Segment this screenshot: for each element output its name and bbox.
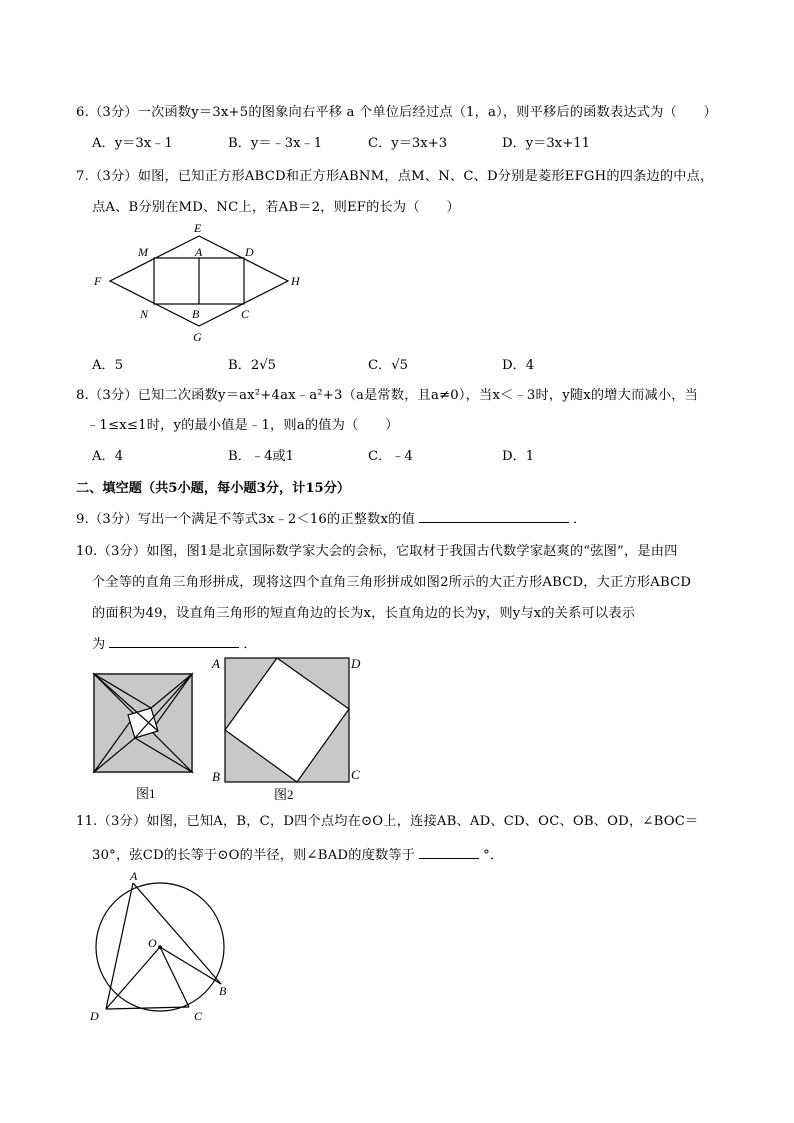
label-g: G xyxy=(193,330,202,344)
q9-end: ． xyxy=(572,512,587,527)
label-a: A xyxy=(195,245,203,259)
q9-stem: 9.（3分）写出一个满足不等式3x﹣2＜16的正整数x的值 xyxy=(76,512,415,527)
q7-option-a[interactable]: A．5 xyxy=(92,358,124,373)
q10-line4 xyxy=(92,633,257,652)
q11-circle-figure xyxy=(86,868,236,1026)
q11-line2 xyxy=(92,844,503,863)
q10-line2: 个全等的直角三角形拼成，现将这四个直角三角形拼成如图2所示的大正方形ABCD，大正方形ABCD xyxy=(92,575,692,590)
label-f: F xyxy=(94,274,102,288)
label-d: D xyxy=(90,1009,99,1023)
q10-line1: 10.（3分）如图，图1是北京国际数学家大会的会标，它取材于我国古代数学家赵爽的“弦图”，是由四 xyxy=(76,544,678,559)
label-n: N xyxy=(140,307,149,321)
label-m: M xyxy=(138,245,148,259)
chord-ad xyxy=(106,883,133,1009)
q6-option-a[interactable]: A．y＝3x﹣1 xyxy=(92,136,173,151)
q7-rhombus-figure xyxy=(88,222,318,346)
q10-answer-blank[interactable] xyxy=(109,635,239,648)
label-e: E xyxy=(194,222,202,235)
q6-stem: 6.（3分）一次函数y＝3x+5的图象向右平移 a 个单位后经过点（1，a），则平移后的函数表达式为（ ） xyxy=(76,105,718,120)
q10-end: ． xyxy=(243,637,257,652)
label-a: A xyxy=(130,869,138,883)
q7-stem-line1: 7.（3分）如图，已知正方形ABCD和正方形ABNM，点M、N、C、D分别是菱形EFGH的四条边的中点， xyxy=(76,169,714,184)
label-b: B xyxy=(192,307,200,321)
fig2-caption: 图2 xyxy=(274,787,294,802)
q11-line1: 11.（3分）如图，已知A，B，C，D四个点均在⊙O上，连接AB、AD、CD、OC、OB、OD，∠BOC＝ xyxy=(76,814,699,829)
q6-option-c[interactable]: C．y＝3x+3 xyxy=(368,136,448,151)
q11-l2b: °． xyxy=(483,848,504,863)
q8-stem-line1: 8.（3分）已知二次函数y＝ax²+4ax﹣a²+3（a是常数，且a≠0），当x＜﹣3时，y随x的增大而减小，当 xyxy=(76,388,699,403)
label-h: H xyxy=(291,274,300,288)
label-c: C xyxy=(194,1009,203,1023)
center-dot xyxy=(158,945,162,949)
chord-ab xyxy=(133,883,221,984)
q7-option-c[interactable]: C．√5 xyxy=(368,358,409,373)
q10-figure2-square-abcd xyxy=(208,654,374,804)
q6-option-b[interactable]: B．y＝﹣3x﹣1 xyxy=(228,136,323,151)
fig2-label-d: D xyxy=(351,656,361,671)
q7-stem-line2: 点A、B分别在MD、NC上，若AB＝2，则EF的长为（ ） xyxy=(92,200,460,215)
fig1-caption: 图1 xyxy=(136,786,156,801)
fig2-label-b: B xyxy=(212,769,220,784)
section-heading: 二、填空题（共5小题，每小题3分，计15分） xyxy=(76,481,351,496)
q7-option-b[interactable]: B．2√5 xyxy=(228,358,277,373)
q10-l4: 为 xyxy=(92,637,106,652)
q8-stem-line2: ﹣1≤x≤1时，y的最小值是﹣1，则a的值为（ ） xyxy=(86,418,399,433)
q11-l2a: 30°，弦CD的长等于⊙O的半径，则∠BAD的度数等于 xyxy=(92,848,416,863)
fig2-label-a: A xyxy=(212,656,220,671)
q8-option-d[interactable]: D．1 xyxy=(502,449,535,464)
q8-option-a[interactable]: A．4 xyxy=(92,449,124,464)
q8-option-b[interactable]: B．﹣4或1 xyxy=(228,449,295,464)
q10-figure1-zhaoshuang xyxy=(92,672,196,804)
q10-line3: 的面积为49，设直角三角形的短直角边的长为x，长直角边的长为y，则y与x的关系可以表示 xyxy=(92,606,636,621)
q8-option-c[interactable]: C．﹣4 xyxy=(368,449,413,464)
q6-option-d[interactable]: D．y＝3x+11 xyxy=(502,136,591,151)
q9-answer-blank[interactable] xyxy=(419,510,569,523)
label-o: O xyxy=(148,936,157,950)
q11-answer-blank[interactable] xyxy=(419,846,479,859)
radius-od xyxy=(106,947,160,1009)
label-d: D xyxy=(245,245,254,259)
label-b: B xyxy=(219,984,227,998)
label-c: C xyxy=(241,307,250,321)
q7-option-d[interactable]: D．4 xyxy=(502,358,535,373)
q9-line xyxy=(76,508,586,527)
fig2-label-c: C xyxy=(351,767,360,782)
